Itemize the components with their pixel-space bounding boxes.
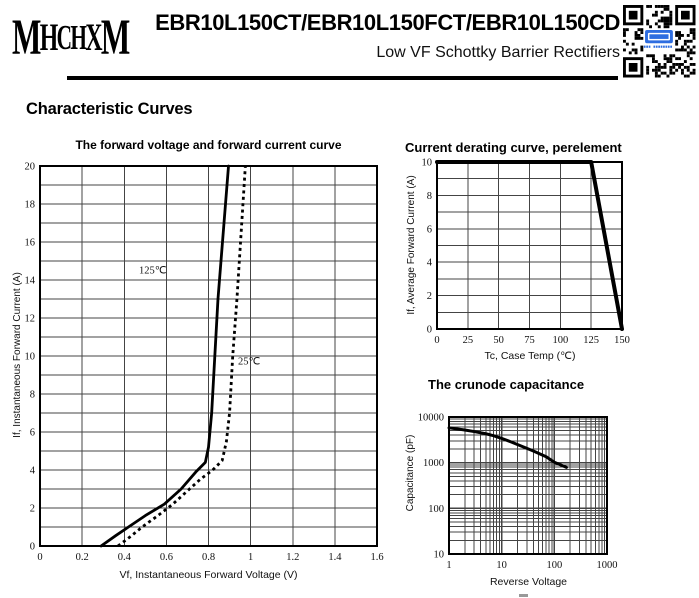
capacitance-y-axis-label: Capacitance (pF) [405,434,416,512]
vf-if-chart [0,158,400,570]
y-tick-label: 4 [29,465,35,477]
y-tick-label: 10 [433,549,444,561]
vf-if-x-axis-label: Vf, Instantaneous Forward Voltage (V) [119,569,298,581]
capacitance-x-axis-label: Reverse Voltage [489,576,568,588]
x-tick-label: 100 [546,560,563,571]
chart-title-vf-if: The forward voltage and forward current curve [75,138,342,152]
logo-letter: H [39,15,57,59]
y-tick-label: 8 [426,190,432,202]
x-tick-label: 0.8 [201,552,216,563]
logo-letter: C [56,17,71,57]
x-tick-label: 1.2 [286,552,300,563]
x-tick-label: 1.4 [328,552,342,563]
x-tick-label: 1 [446,560,452,571]
x-tick-label: 0.4 [117,552,131,563]
y-tick-label: 4 [426,257,432,269]
y-tick-label: 8 [29,389,35,401]
doc-subtitle: Low VF Schottky Barrier Rectifiers [376,44,620,61]
capacitance-chart [400,410,699,573]
y-tick-label: 2 [426,291,432,303]
y-tick-label: 0 [29,541,35,553]
x-tick-label: 50 [493,335,504,346]
chart-title-derating: Current derating curve, perelement [405,140,622,155]
y-tick-label: 12 [24,313,35,325]
x-tick-label: 1000 [596,560,618,571]
qr-code-icon [621,2,697,86]
y-tick-label: 10 [24,351,35,363]
x-tick-label: 0 [434,335,440,346]
section-heading: Characteristic Curves [26,100,193,118]
part-number-title: EBR10L150CT/EBR10L150FCT/EBR10L150CD [155,10,620,35]
y-tick-label: 10000 [417,412,444,424]
y-tick-label: 1000 [423,458,444,470]
derating-chart [400,156,699,354]
x-tick-label: 150 [614,335,630,346]
chart-title-capacitance: The crunode capacitance [428,377,585,392]
x-tick-label: 125 [583,335,600,346]
y-tick-label: 100 [428,503,444,515]
x-tick-label: 1.6 [370,552,384,563]
x-tick-label: 0.2 [75,552,89,563]
derating-x-axis-label: Tc, Case Temp (℃) [484,350,576,362]
x-tick-label: 100 [552,335,569,346]
header-divider [67,76,618,80]
header-title-block [128,10,620,62]
logo-letter: M [100,9,129,67]
curve-label: 25℃ [237,356,261,368]
y-tick-label: 10 [421,157,432,169]
y-tick-label: 2 [29,503,35,515]
y-tick-label: 18 [24,199,35,211]
logo-letter: H [70,17,86,57]
clipped-text-fragment [519,594,528,597]
logo-letter: X [85,15,101,59]
x-tick-label: 0 [37,552,43,563]
x-tick-label: 25 [462,335,474,346]
curve-label: 125℃ [138,265,167,277]
x-tick-label: 75 [524,335,535,346]
y-tick-label: 14 [24,275,35,287]
y-tick-label: 0 [426,324,432,336]
x-tick-label: 10 [496,560,507,571]
derating-y-axis-label: If, Average Forward Current (A) [406,175,417,315]
y-tick-label: 16 [24,237,35,249]
y-tick-label: 20 [24,161,35,173]
y-tick-label: 6 [426,224,432,236]
x-tick-label: 0.6 [159,552,173,563]
logo-letter: M [12,9,40,67]
x-tick-label: 1 [248,552,254,563]
vf-if-y-axis-label: If, Instantaneous Forward Current (A) [12,272,23,438]
brand-logo [12,0,129,81]
y-tick-label: 6 [29,427,35,439]
